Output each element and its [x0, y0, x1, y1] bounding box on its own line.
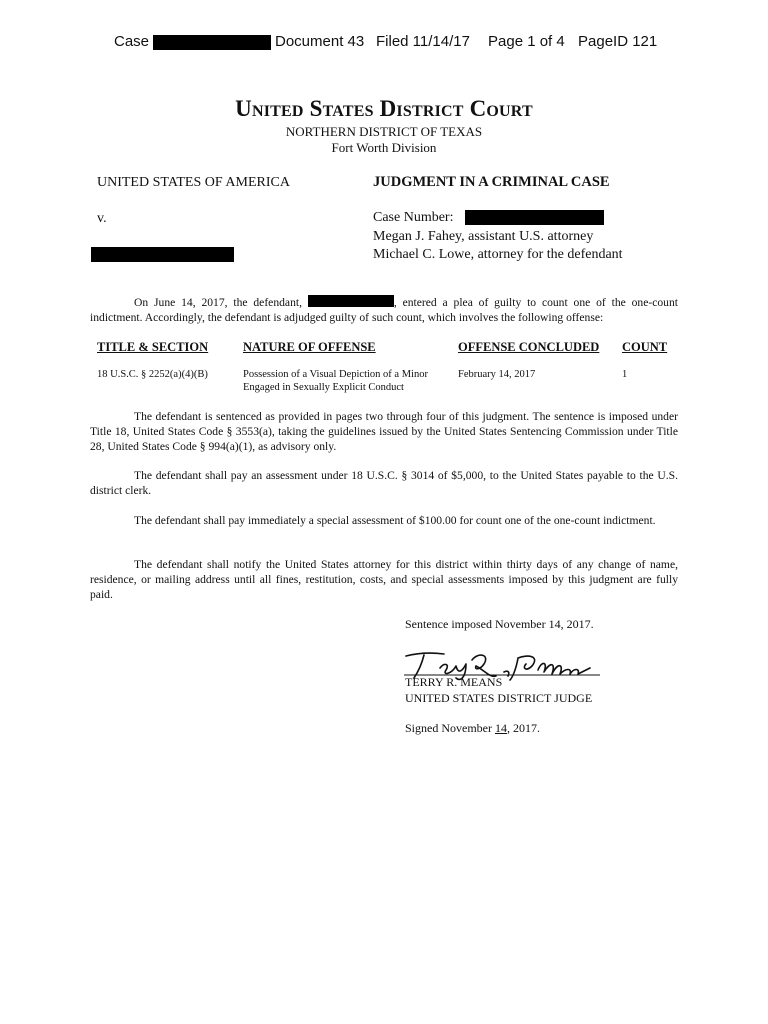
signed-suffix: , 2017.	[506, 721, 540, 735]
intro-part2: , entered a plea of guilty to count one of the one-count indictment. Accordingly, the defendant is adjudged guilty of such count, which involves the following offense:	[90, 296, 678, 324]
versus: v.	[97, 211, 107, 226]
cell-count: 1	[622, 369, 628, 380]
defense-attorney: Michael C. Lowe, attorney for the defendant	[373, 247, 623, 262]
filed-date: Filed 11/14/17	[376, 33, 470, 50]
sentence-imposed: Sentence imposed November 14, 2017.	[405, 617, 594, 631]
header-count: COUNT	[622, 340, 668, 354]
court-title: United States District Court	[235, 96, 533, 121]
intro-paragraph	[90, 295, 678, 325]
case-label: Case	[114, 33, 150, 50]
assessment-3014-text: The defendant shall pay an assessment under 18 U.S.C. § 3014 of $5,000, to the United States payable to the U.S. district clerk.	[90, 469, 678, 497]
header-title-section: TITLE & SECTION	[97, 340, 209, 354]
plaintiff-name: UNITED STATES OF AMERICA	[97, 175, 290, 190]
redacted-defendant-inline	[308, 295, 394, 307]
case-number-label: Case Number:	[373, 210, 454, 225]
cell-concluded: February 14, 2017	[458, 369, 536, 380]
judgment-title: JUDGMENT IN A CRIMINAL CASE	[373, 174, 610, 190]
sentence-text: The defendant is sentenced as provided in pages two through four of this judgment. The sentence is imposed under Title 18, United States Code § 3553(a), taking the guidelines issued by the United States Sentencing Commission under Title 28, United States Code § 994(a)(1), as advisory only.	[90, 410, 678, 453]
intro-part1: On June 14, 2017, the defendant,	[134, 296, 302, 309]
district-name: NORTHERN DISTRICT OF TEXAS	[285, 124, 483, 139]
header-concluded: OFFENSE CONCLUDED	[458, 340, 600, 354]
notify-text: The defendant shall notify the United States attorney for this district within thirty days of any change of name, residence, or mailing address until all fines, restitution, costs, and special assessments imposed by this judgment are fully paid.	[90, 558, 678, 601]
signed-day: 14	[494, 721, 507, 735]
cell-nature	[243, 368, 453, 394]
assessment-3014-paragraph	[90, 468, 678, 498]
special-assessment-text: The defendant shall pay immediately a special assessment of $100.00 for count one of the one-count indictment.	[134, 514, 656, 527]
notify-paragraph	[90, 557, 678, 602]
prosecutor: Megan J. Fahey, assistant U.S. attorney	[373, 229, 594, 244]
document-number: Document 43	[275, 33, 365, 50]
special-assessment-paragraph	[90, 513, 678, 528]
cell-section: 18 U.S.C. § 2252(a)(4)(B)	[97, 369, 208, 380]
page-indicator: Page 1 of 4	[488, 33, 565, 50]
redacted-case-number	[153, 35, 271, 50]
signed-date	[405, 721, 540, 736]
redacted-case-number-2	[465, 210, 604, 225]
cell-nature-line2: Engaged in Sexually Explicit Conduct	[243, 382, 404, 393]
page-id: PageID 121	[578, 33, 658, 50]
sentence-paragraph	[90, 409, 678, 454]
cell-nature-line1: Possession of a Visual Depiction of a Minor	[243, 369, 428, 380]
redacted-defendant-name	[91, 247, 234, 262]
division-name: Fort Worth Division	[331, 140, 437, 155]
judge-name: TERRY R. MEANS	[405, 675, 503, 689]
header-nature: NATURE OF OFFENSE	[243, 340, 376, 354]
judge-title: UNITED STATES DISTRICT JUDGE	[405, 691, 593, 705]
signed-prefix: Signed November	[405, 721, 495, 735]
